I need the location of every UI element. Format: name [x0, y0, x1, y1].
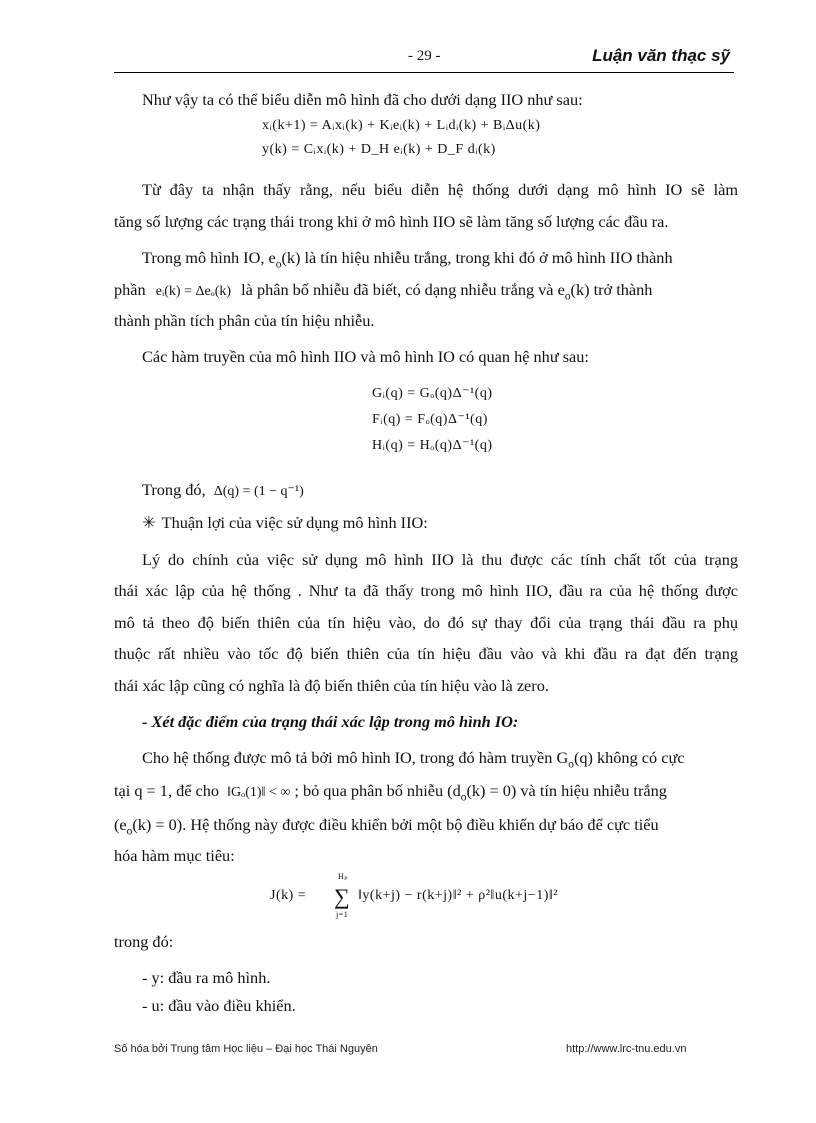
asterisk-icon: ✳	[142, 513, 156, 532]
sum-icon: ∑	[334, 884, 351, 909]
paragraph-line: tại q = 1, để cho ‖Gₒ(1)‖ < ∞ ; bỏ qua phân bố nhiễu $(d_o(k) = 0)$ và tín hiệu nhiễu trắng	[114, 781, 667, 804]
list-item: - y: đầu ra mô hình.	[142, 968, 271, 987]
equation-norm: ‖Gₒ(1)‖ < ∞	[227, 785, 291, 800]
paragraph-line: $(e_o(k) = 0)$. Hệ thống này được điều khiển bởi một bộ điều khiển dự báo để cực tiểu	[114, 815, 659, 838]
bullet-heading: ✳ Thuận lợi của việc sử dụng mô hình IIO:	[142, 513, 428, 532]
equation-cost-rhs: ‖y(k+j) − r(k+j)‖² + ρ²‖u(k+j−1)‖²	[358, 888, 558, 903]
paragraph-line: Các hàm truyền của mô hình IIO và mô hình IO có quan hệ như sau:	[142, 347, 589, 366]
footer-url[interactable]: http://www.lrc-tnu.edu.vn	[566, 1043, 687, 1055]
paragraph-line: tăng số lượng các trạng thái trong khi ở mô hình IIO sẽ làm tăng số lượng các đầu ra.	[114, 212, 669, 231]
paragraph-line: Cho hệ thống được mô tả bởi mô hình IO, trong đó hàm truyền $G_o(q)$ không có cực	[142, 748, 685, 771]
paragraph-line: phần eᵢ(k) = Δeₒ(k) là phân bố nhiễu đã biết, có dạng nhiễu trắng và $e_o(k)$ trở thành	[114, 280, 653, 303]
document-title: Luận văn thạc sỹ	[592, 46, 730, 65]
equation-tf-g: Gᵢ(q) = Gₒ(q)Δ⁻¹(q)	[372, 386, 493, 401]
footer-source: Số hóa bởi Trung tâm Học liệu – Đại học Thái Nguyên	[114, 1043, 378, 1055]
list-item: - u: đầu vào điều khiển.	[142, 996, 296, 1015]
paragraph-line: Lý do chính của việc sử dụng mô hình IIO là thu được các tính chất tốt của trạng	[142, 550, 738, 569]
equation-iio-output: y(k) = Cᵢxᵢ(k) + D_H eᵢ(k) + D_F dᵢ(k)	[262, 142, 496, 157]
intro-text: Như vậy ta có thể biểu diễn mô hình đã cho dưới dạng IIO như sau:	[142, 90, 583, 109]
equation-tf-h: Hᵢ(q) = Hₒ(q)Δ⁻¹(q)	[372, 438, 493, 453]
equation-tf-f: Fᵢ(q) = Fₒ(q)Δ⁻¹(q)	[372, 412, 488, 427]
paragraph-line: thái xác lập của hệ thống . Như ta đã thấy trong mô hình IIO, đầu ra của hệ thống được	[114, 581, 738, 600]
equation-sum-upper: Hₚ	[338, 872, 348, 881]
page-number: - 29 -	[408, 48, 441, 64]
paragraph-line: mô tả theo độ biến thiên của tín hiệu vào, do đó sự thay đổi của trạng thái đầu ra phụ	[114, 613, 738, 632]
paragraph-line: thành phần tích phân của tín hiệu nhiễu.	[114, 311, 375, 330]
paragraph-line: hóa hàm mục tiêu:	[114, 846, 235, 865]
paragraph-line: thái xác lập cũng có nghĩa là độ biến thiên của tín hiệu vào là zero.	[114, 676, 549, 695]
paragraph-line: Trong đó, Δ(q) = (1 − q⁻¹)	[142, 480, 304, 499]
equation-delta: Δ(q) = (1 − q⁻¹)	[213, 484, 304, 499]
paragraph-line: Trong mô hình IO, $e_o(k)$ là tín hiệu nhiễu trắng, trong khi đó ở mô hình IIO thành	[142, 248, 673, 271]
equation-sum-lower: j=1	[336, 910, 349, 919]
equation-cost-lhs: J(k) =	[270, 888, 307, 903]
paragraph-line: Từ đây ta nhận thấy rằng, nếu biểu diễn hệ thống dưới dạng mô hình IO sẽ làm	[142, 180, 738, 199]
section-heading: - Xét đặc điểm của trạng thái xác lập trong mô hình IO:	[142, 712, 519, 731]
paragraph-line: trong đó:	[114, 932, 174, 951]
header-rule	[114, 72, 734, 73]
paragraph-line: thuộc rất nhiều vào tốc độ biến thiên của tín hiệu đầu vào và khi đầu ra đạt đến trạng	[114, 644, 738, 663]
equation-inline-ei: eᵢ(k) = Δeₒ(k)	[155, 284, 232, 299]
equation-iio-state: xᵢ(k+1) = Aᵢxᵢ(k) + Kᵢeᵢ(k) + Lᵢdᵢ(k) + BᵢΔu(k)	[262, 118, 541, 133]
